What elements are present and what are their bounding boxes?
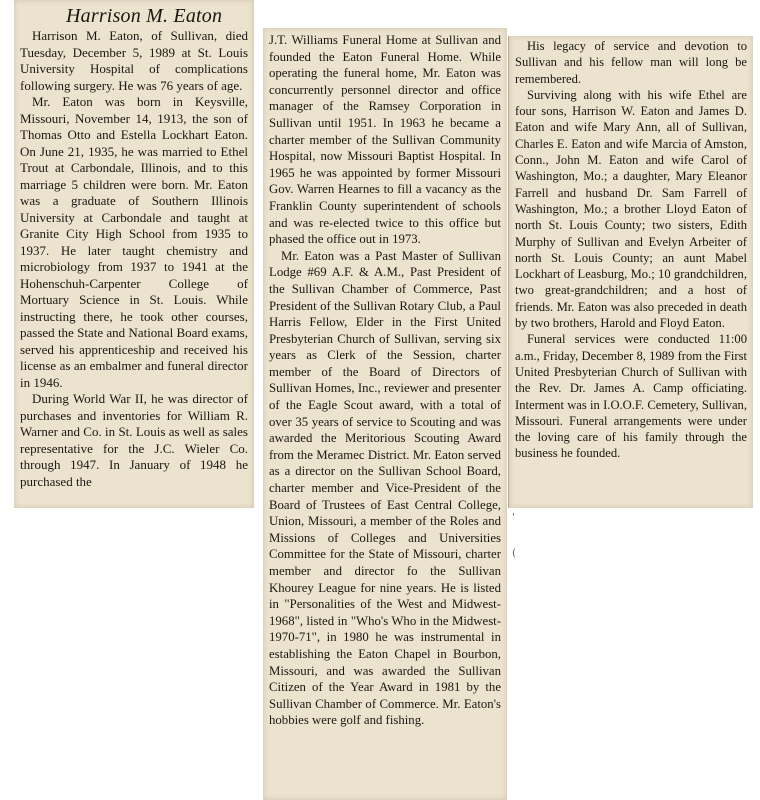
col3-paragraph-1: His legacy of service and devotion to Sullivan and his fellow man will long be remembered. [515, 39, 747, 86]
clipping-column-1 [14, 0, 254, 508]
col1-paragraph-1: Harrison M. Eaton, of Sullivan, died Tuesday, December 5, 1989 at St. Louis University Hospital of complications following surgery. He was 76 years of age. [20, 28, 248, 93]
col2-paragraph-2: Mr. Eaton was a Past Master of Sullivan Lodge #69 A.F. & A.M., Past President of the Sullivan Chamber of Commerce, Past President of the Sullivan Rotary Club, a Paul Harris Fellow, Elder in the First United Presbyterian Church of Sullivan, serving six years as Clerk of the Session, charter member of the Board of Directors of Sullivan Homes, Inc., reviewer and presenter of the Eagle Scout award, with a total of over 35 years of service to Scouting and was awarded the Meritorious Scouting Award from the Meramec District. Mr. Eaton served as a director on the Sullivan School Board, charter member and Vice-President of the Board of Trustees of East Central College, Union, Missouri, a member of the Roles and Missions of Colleges and Universities Committee for the State of Missouri, charter member and director fo the Sullivan Khourey League for nine years. He is listed in "Personalities of the West and Midwest-1968", listed in "Who's Who in the Midwest-1970-71", in 1980 he was instrumental in establishing the Eaton Chapel in Bourbon, Missouri, and was awarded the Sullivan Citizen of the Year Award in 1981 by the Sullivan Chamber of Commerce. Mr. Eaton's hobbies were golf and fishing. [269, 248, 501, 728]
margin-mark: ( [512, 548, 516, 559]
col2-paragraph-1: J.T. Williams Funeral Home at Sullivan and founded the Eaton Funeral Home. While operating the funeral home, Mr. Eaton was concurrently personnel director and office manager of the Ramsey Corporation in Sullivan until 1951. In 1963 he became a charter member of the Sullivan Community Hospital, now Missouri Baptist Hospital. In 1965 he was appointed by former Missouri Gov. Warren Hearnes to fill a vacancy as the Franklin County superintendent of schools and was re-elected twice to this office but phased the office out in 1973. [269, 33, 501, 247]
obituary-headline: Harrison M. Eaton [66, 5, 223, 27]
margin-mark: ' [512, 512, 515, 523]
clipping-column-2 [263, 28, 507, 800]
col1-paragraph-2: Mr. Eaton was born in Keysville, Missouri, November 14, 1913, the son of Thomas Otto and Estella Lockhart Eaton. On June 21, 1935, he was married to Ethel Trout at Carbondale, Illinois, and to this marriage 5 children were born. Mr. Eaton was a graduate of Southern Illinois University at Carbondale and taught at Granite City High School from 1935 to 1937. He later taught chemistry and microbiology from 1937 to 1941 at the Hohenschuh-Carpenter College of Mortuary Science in St. Louis. While instructing there, he took other courses, passed the State and National Board exams, served his apprenticeship and received his license as an embalmer and funeral director in 1946. [20, 94, 248, 390]
col3-paragraph-2: Surviving along with his wife Ethel are four sons, Harrison W. Eaton and James D. Eaton and wife Mary Ann, all of Sullivan, Charles E. Eaton and wife Marcia of Amston, Conn., John M. Eaton and wife Carol of Washington, Mo.; a daughter, Mary Eleanor Farrell and husband Dr. Sam Farrell of Washington, Mo.; a brother Lloyd Eaton of north St. Louis County; two sisters, Edith Murphy of Sullivan and Evelyn Arbeiter of north St. Louis County; an aunt Mabel Lockhart of Leasburg, Mo.; 10 grandchildren, two great-grandchildren; and a host of friends. Mr. Eaton was also preceded in death by two brothers, Harold and Floyd Eaton. [515, 87, 747, 331]
col1-paragraph-3: During World War II, he was director of purchases and inventories for William R. Warner and Co. in St. Louis as well as sales representative for the J.C. Wieler Co. through 1947. In January of 1948 he purchased the [20, 391, 248, 489]
col3-paragraph-3: Funeral services were conducted 11:00 a.m., Friday, December 8, 1989 from the First United Presbyterian Church of Sullivan with the Rev. Dr. James A. Camp officiating. Interment was in I.O.O.F. Cemetery, Sullivan, Missouri. Funeral arrangements were under the loving care of his family through the business he founded. [515, 332, 747, 461]
clipping-column-3 [509, 36, 753, 508]
